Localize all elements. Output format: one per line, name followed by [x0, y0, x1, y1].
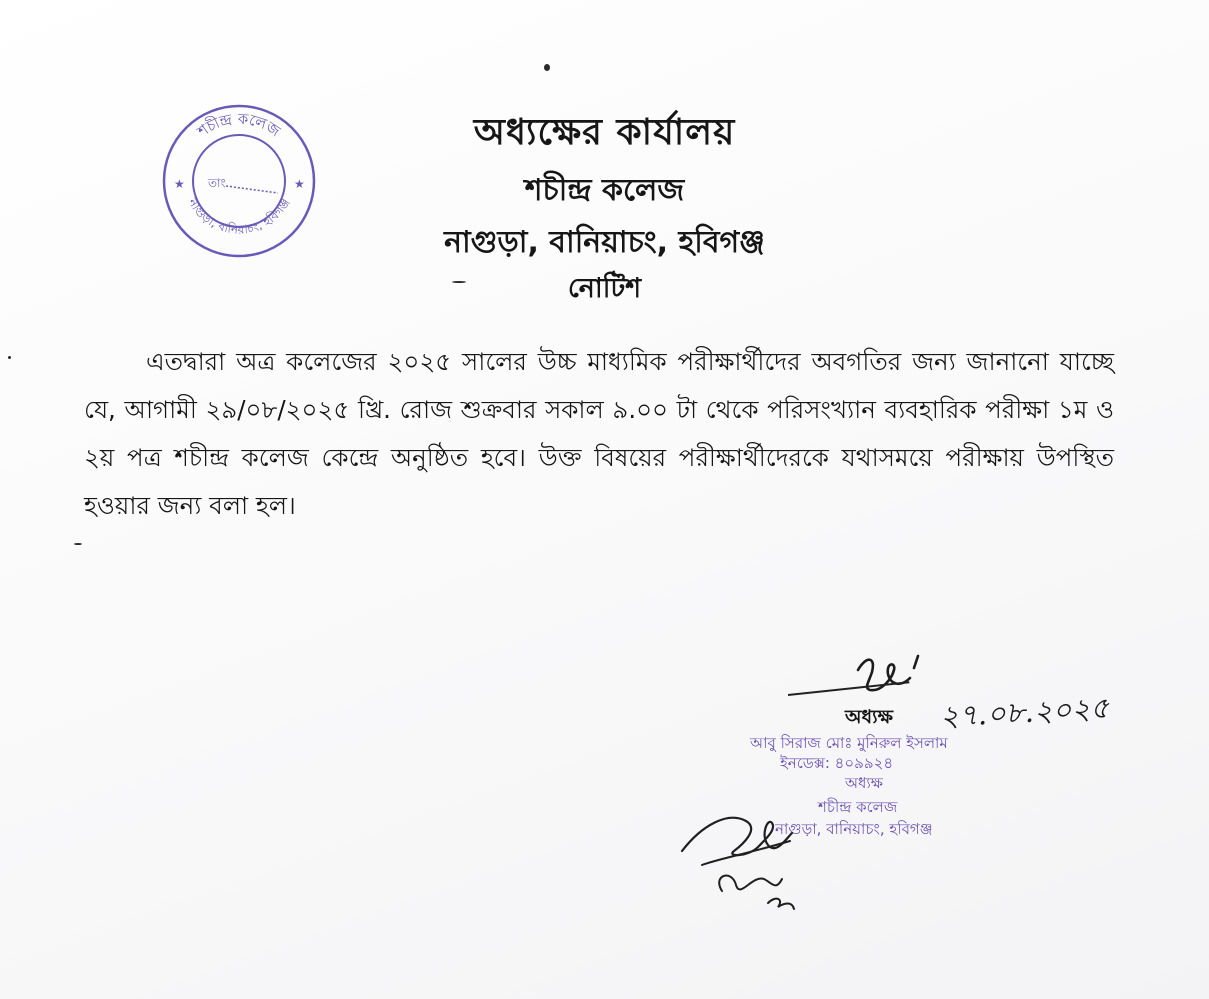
- stamp-title: অধ্যক্ষ: [845, 774, 883, 792]
- paper-speck: [544, 64, 550, 71]
- college-name: শচীন্দ্র কলেজ: [524, 173, 685, 208]
- college-address: নাগুড়া, বানিয়াচং, হবিগঞ্জ: [444, 225, 765, 260]
- stamp-address: নাগুড়া, বানিয়াচং, হবিগঞ্জ: [775, 820, 933, 838]
- seal-college-name: শচীন্দ্র কলেজ: [194, 109, 284, 141]
- office-heading: অধ্যক্ষের কার্যালয়: [473, 112, 736, 153]
- signature-date: ২৭.০৮.২০২৫: [939, 690, 1110, 734]
- stamp-index: ইনডেক্স: ৪০৯৯২৪: [780, 754, 894, 772]
- paper-speck: [8, 356, 11, 359]
- notice-body: এতদ্বারা অত্র কলেজের ২০২৫ সালের উচ্চ মাধ্যমিক পরীক্ষার্থীদের অবগতির জন্য জানানো যাচ্ছে যে, আগামী ২৯/০৮/২০২৫ খ্রি. রোজ শুক্রবার সকাল ৯.০০ টা থেকে পরিসংখ্যান ব্যবহারিক পরীক্ষা ১ম ও ২য় পত্র শচীন্দ্র কলেজ কেন্দ্রে অনুষ্ঠিত হবে। উক্ত বিষয়ের পরীক্ষার্থীদেরকে যথাসময়ে পরীক্ষায় উপস্থিত হওয়ার জন্য বলা হল।: [84, 347, 1114, 520]
- notice-title: নোটিশ: [567, 273, 642, 304]
- second-signature: [672, 795, 822, 915]
- principal-signature: [836, 648, 936, 706]
- paper-speck: [74, 543, 82, 545]
- seal-address: নাগুড়া, বানিয়াচং, হবিগঞ্জ: [185, 195, 293, 237]
- principal-label: অধ্যক্ষ: [845, 706, 894, 728]
- seal-star: ★: [294, 177, 305, 191]
- stamp-name: আবু সিরাজ মোঃ মুনিরুল ইসলাম: [750, 734, 948, 752]
- seal-star: ★: [174, 177, 185, 191]
- seal-date-label: তাং: [208, 176, 226, 190]
- stamp-college: শচীন্দ্র কলেজ: [818, 798, 898, 816]
